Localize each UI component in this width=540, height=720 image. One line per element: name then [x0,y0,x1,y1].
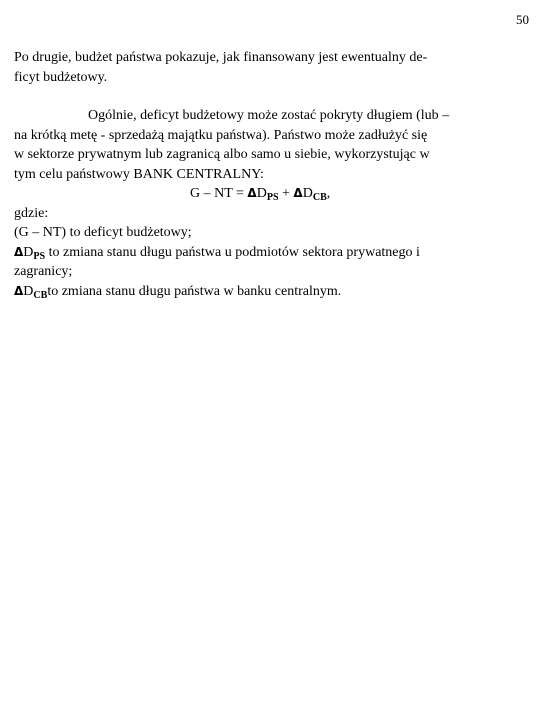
definition-d: D [23,244,34,260]
paragraph-line: ficyt budżetowy. [14,69,108,85]
paragraph-deficit-coverage [14,106,524,301]
delta-symbol: Δ [247,186,257,200]
delta-symbol: Δ [293,186,303,200]
formula-d: D [256,186,267,201]
formula-subscript-ps: PS [266,192,279,203]
formula-plus: + [278,186,294,201]
paragraph-line: Ogólnie, deficyt budżetowy może zostać pokryty długiem (lub – [88,108,450,123]
definition-deficit: (G – NT) to deficyt budżetowy; [14,225,192,240]
formula-subscript-cb: CB [312,192,327,203]
paragraph-line: na krótką metę - sprzedażą majątku państwa). Państwo może zadłużyć się [14,127,428,143]
formula-d: D [302,186,313,201]
definition-dcb-text: to zmiana stanu długu państwa w banku centralnym. [47,283,342,299]
formula-lhs: G – NT = [190,186,248,201]
definition-dps-text: to zmiana stanu długu państwa u podmiotów sektora prywatnego i [45,244,420,260]
delta-symbol: Δ [14,244,24,259]
paragraph-line: w sektorze prywatnym lub zagranicą albo samo u siebie, wykorzystując w [14,147,430,162]
definitions-heading: gdzie: [14,205,49,221]
definition-subscript-ps: PS [33,250,46,262]
paragraph-budget-financing [14,48,524,87]
definition-dcb [14,282,524,302]
paragraph-line: tym celu państwowy BANK CENTRALNY: [14,166,264,182]
definition-dps-continuation: zagranicy; [14,264,73,279]
delta-symbol: Δ [14,283,24,298]
definition-subscript-cb: CB [33,289,48,301]
definition-dps [14,243,524,263]
page-number: 50 [516,12,529,27]
paragraph-line: Po drugie, budżet państwa pokazuje, jak finansowany jest ewentualny de- [14,50,428,65]
deficit-formula [14,184,524,204]
definition-d: D [23,283,34,299]
formula-end: , [326,186,331,201]
